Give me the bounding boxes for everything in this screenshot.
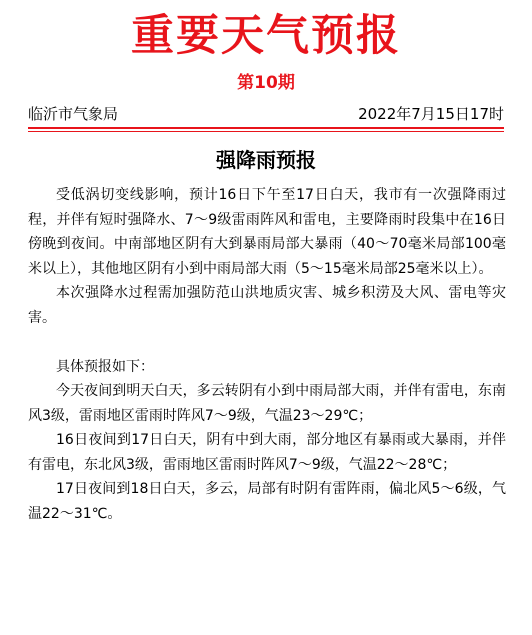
issue-datetime: 2022年7月15日17时 bbox=[358, 105, 504, 123]
forecast-item: 今天夜间到明天白天，多云转阴有小到中雨局部大雨，并伴有雷电，东南风3级，雷雨地区雷雨时阵风7～9级，气温23～29℃； bbox=[28, 383, 506, 424]
masthead-title: 重要天气预报 bbox=[131, 11, 401, 61]
paragraph: 受低涡切变线影响，预计16日下午至17日白天，我市有一次强降雨过程，并伴有短时强降水、7～9级雷雨阵风和雷电，主要降雨时段集中在16日傍晚到夜间。中南部地区阴有大到暴雨局部大暴雨（40～70毫米局部100毫米以上），其他地区阴有小到中雨局部大雨（5～15毫米局部25毫米以上）。 bbox=[28, 187, 506, 277]
header-divider-thin bbox=[28, 131, 504, 132]
article-title: 强降雨预报 bbox=[216, 148, 316, 172]
forecast-intro: 具体预报如下： bbox=[56, 358, 154, 375]
paragraph-spacer bbox=[28, 330, 506, 355]
forecast-item: 17日夜间到18日白天，多云，局部有时阴有雷阵雨，偏北风5～6级，气温22～31℃。 bbox=[28, 481, 506, 522]
issuer-row bbox=[28, 104, 504, 124]
paragraph: 本次强降水过程需加强防范山洪地质灾害、城乡积涝及大风、雷电等灾害。 bbox=[28, 285, 506, 326]
issuer-name: 临沂市气象局 bbox=[28, 105, 119, 123]
forecast-item: 16日夜间到17日白天，阴有中到大雨，部分地区有暴雨或大暴雨，并伴有雷电，东北风3级，雷雨地区雷雨时阵风7～9级，气温22～28℃； bbox=[28, 432, 506, 473]
article-body bbox=[28, 183, 506, 526]
issue-number: 第10期 bbox=[237, 73, 295, 93]
header-divider bbox=[28, 127, 504, 129]
